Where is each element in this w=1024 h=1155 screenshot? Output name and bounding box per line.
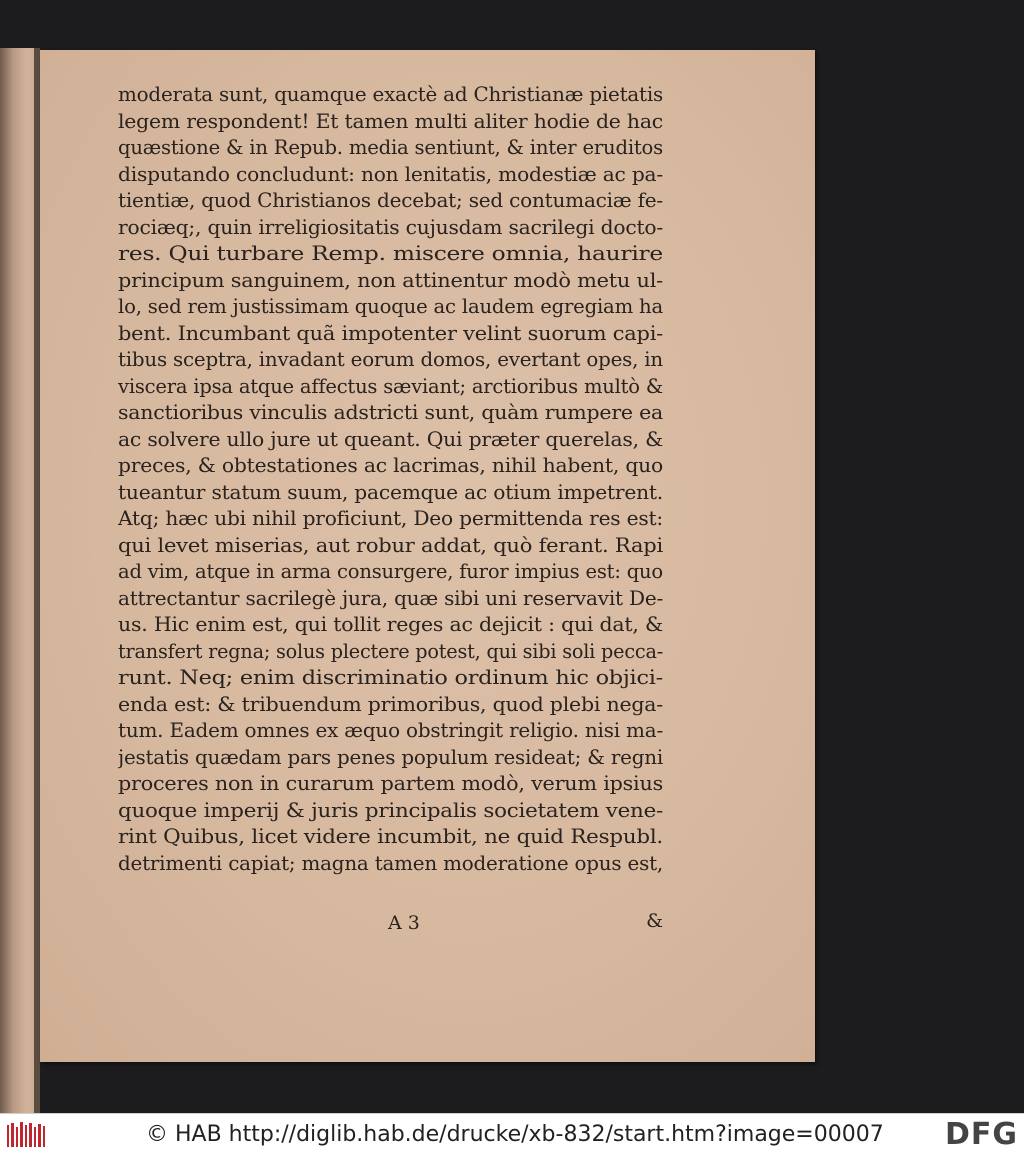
catchword: & xyxy=(646,910,663,932)
footer-bar xyxy=(0,1113,1024,1155)
text-line: lo, sed rem justissimam quoque ac laudem egregiam ha xyxy=(118,295,663,318)
page-footer-line xyxy=(118,908,663,938)
text-line: runt. Neq; enim discriminatio ordinum hic objici- xyxy=(118,666,663,689)
text-line: detrimenti capiat; magna tamen moderatione opus est, xyxy=(118,851,663,875)
text-line: qui levet miserias, aut robur addat, quò ferant. Rapi xyxy=(118,533,663,557)
text-line: proceres non in curarum partem modò, verum ipsius xyxy=(118,772,663,795)
text-line: ad vim, atque in arma consurgere, furor impius est: quo xyxy=(118,560,663,583)
text-line: us. Hic enim est, qui tollit reges ac dejicit : qui dat, & xyxy=(118,613,663,636)
text-line: tientiæ, quod Christianos decebat; sed contumaciæ fe- xyxy=(118,189,663,212)
text-line: transfert regna; solus plectere potest, qui sibi soli pecca- xyxy=(118,639,663,663)
text-line: tueantur statum suum, pacemque ac otium impetrent. xyxy=(118,480,663,504)
text-line: moderata sunt, quamque exactè ad Christianæ pietatis xyxy=(118,83,663,106)
adjacent-page-edge xyxy=(0,48,38,1113)
text-line: rint Quibus, licet videre incumbit, ne quid Respubl. xyxy=(118,825,663,848)
text-line: attrectantur sacrilegè jura, quæ sibi uni reservavit De- xyxy=(118,586,663,610)
text-line: rociæq;, quin irreligiositatis cujusdam sacrilegi docto- xyxy=(118,215,663,239)
text-line: tum. Eadem omnes ex æquo obstringit religio. nisi ma- xyxy=(118,719,663,742)
dfg-logo: DFG xyxy=(944,1117,1018,1152)
text-line: viscera ipsa atque affectus sæviant; arctioribus multò & xyxy=(118,374,663,398)
text-line: disputando concludunt: non lenitatis, modestiæ ac pa- xyxy=(118,162,663,186)
text-line: sanctioribus vinculis adstricti sunt, quàm rumpere ea xyxy=(118,401,663,424)
signature-mark: A 3 xyxy=(388,912,420,934)
text-line: preces, & obtestationes ac lacrimas, nihil habent, quo xyxy=(118,454,663,477)
text-line: principum sanguinem, non attinentur modò metu ul- xyxy=(118,268,663,292)
text-line: bent. Incumbant quã impotenter velint suorum capi- xyxy=(118,321,663,345)
text-line: ac solvere ullo jure ut queant. Qui præter querelas, & xyxy=(118,427,663,451)
text-line: tibus sceptra, invadant eorum domos, evertant opes, in xyxy=(118,348,663,371)
text-line: legem respondent! Et tamen multi aliter hodie de hac xyxy=(118,109,663,133)
text-line: Atq; hæc ubi nihil proficiunt, Deo permittenda res est: xyxy=(118,507,663,530)
text-line: jestatis quædam pars penes populum resideat; & regni xyxy=(118,745,663,769)
text-line: res. Qui turbare Remp. miscere omnia, haurire xyxy=(118,242,663,265)
text-line: quæstione & in Repub. media sentiunt, & inter eruditos xyxy=(118,136,663,159)
text-line: enda est: & tribuendum primoribus, quod plebi nega- xyxy=(118,692,663,716)
hab-barcode-logo-icon xyxy=(6,1121,46,1149)
copyright-url[interactable]: © HAB http://diglib.hab.de/drucke/xb-832/start.htm?image=00007 xyxy=(146,1122,884,1147)
text-line: quoque imperij & juris principalis societatem vene- xyxy=(118,798,663,822)
page-text xyxy=(118,82,663,877)
book-page xyxy=(40,50,815,1062)
